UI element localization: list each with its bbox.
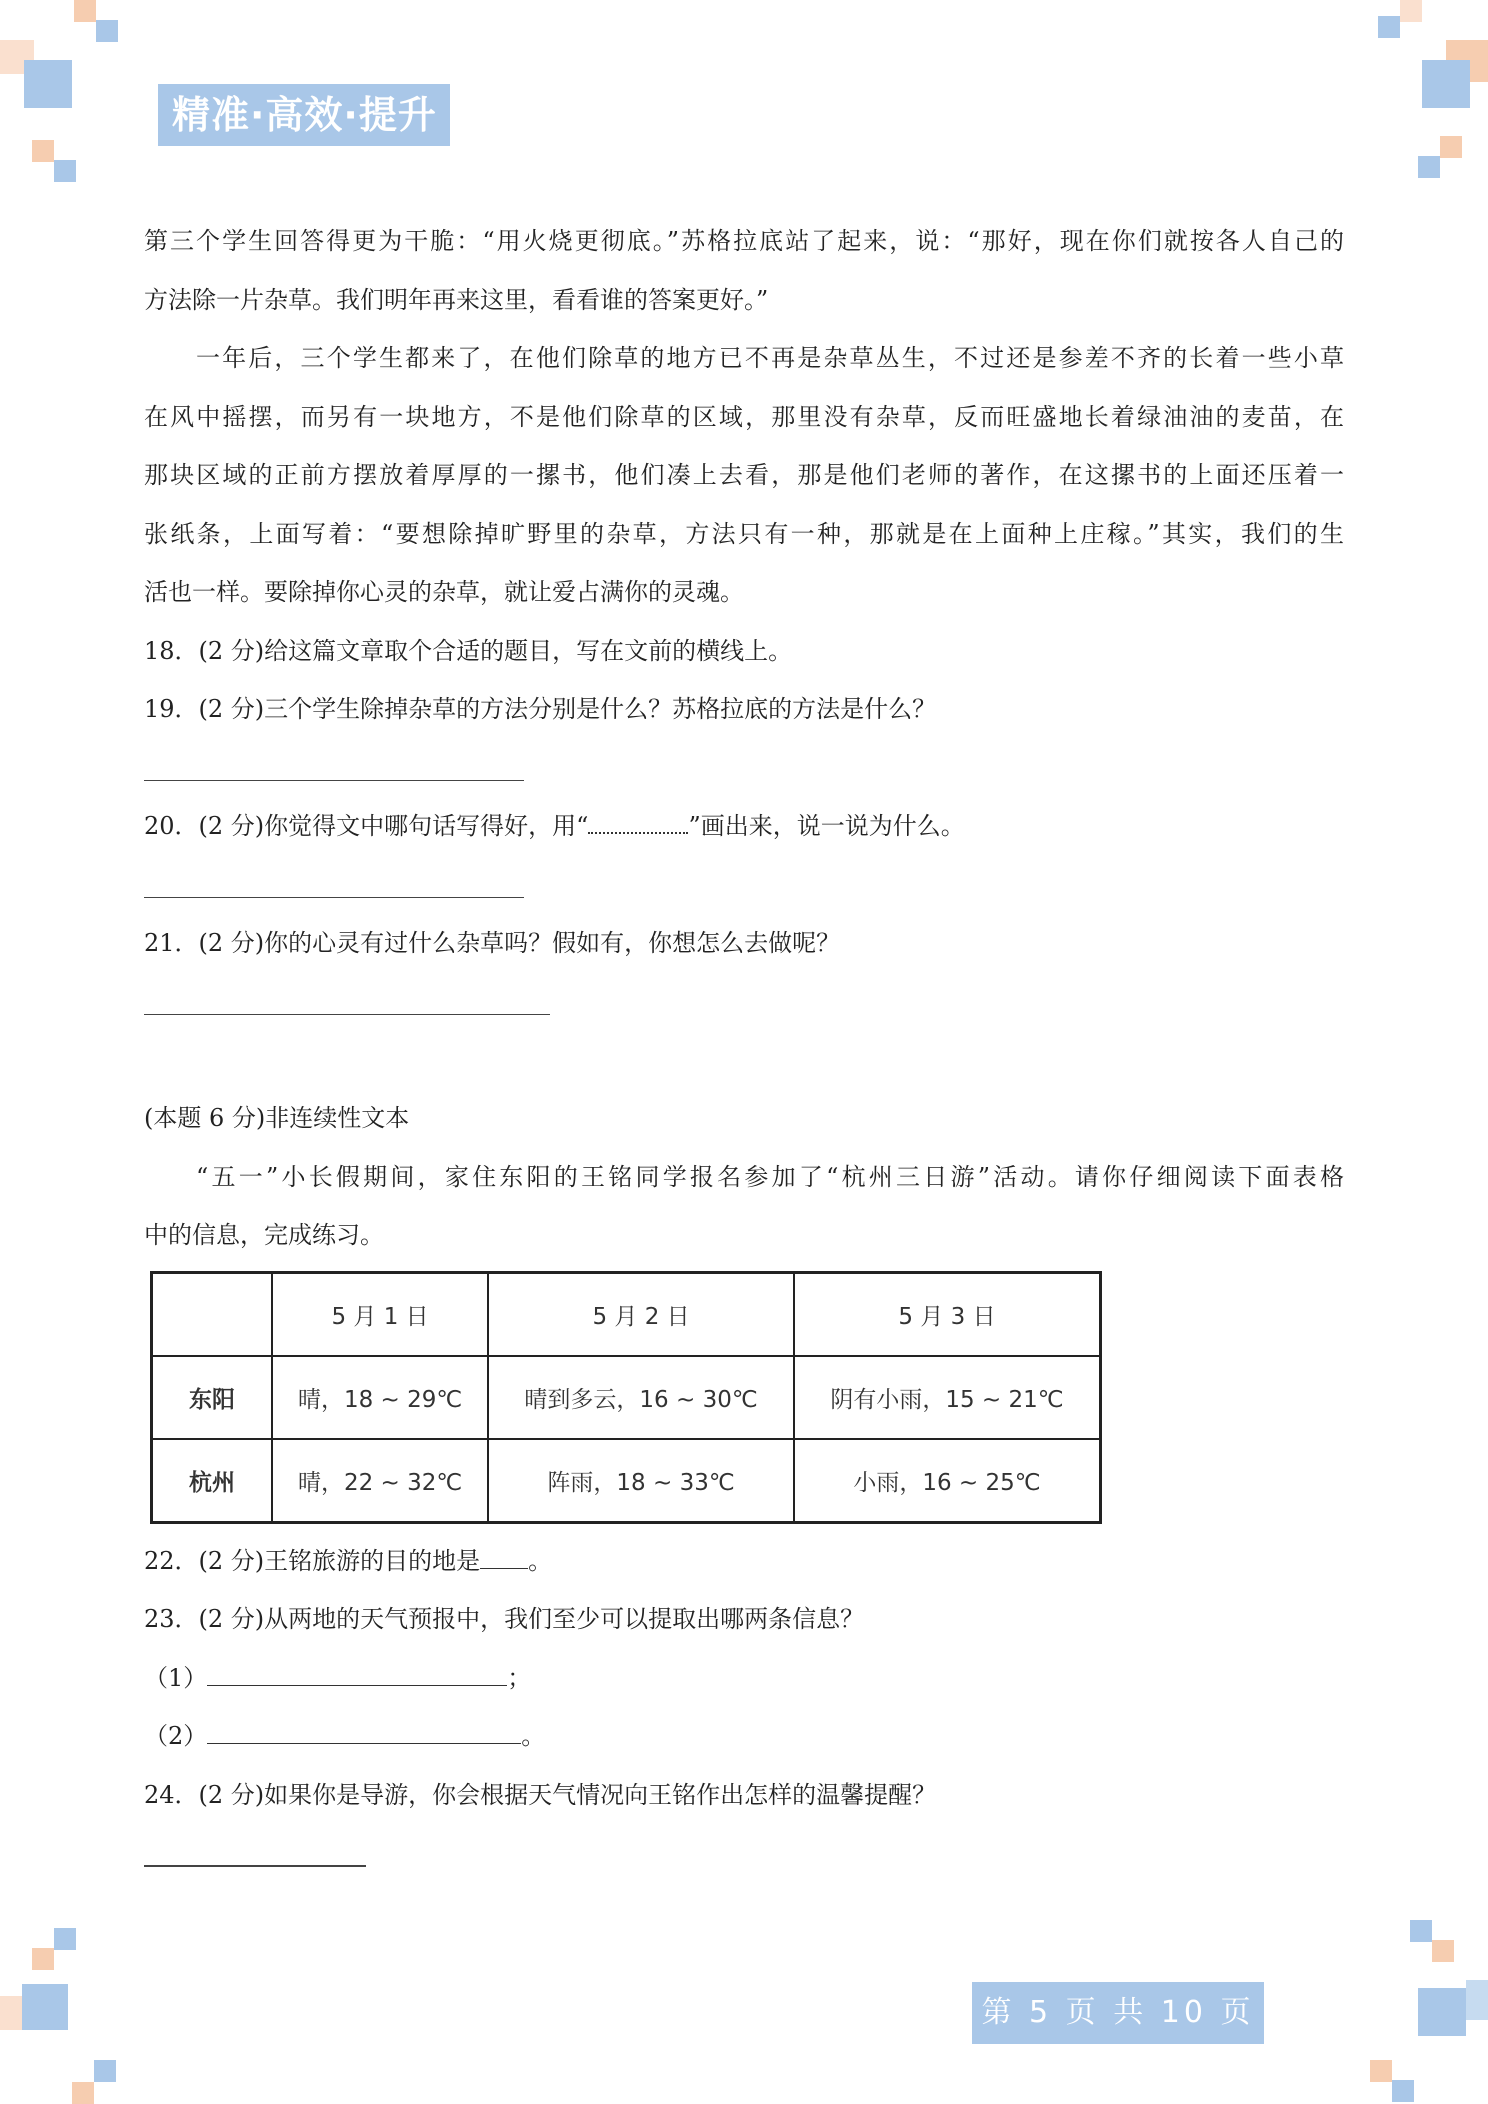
passage-line: 一年后，三个学生都来了，在他们除草的地方已不再是杂草丛生，不过还是参差不齐的长着一些小草 xyxy=(196,344,1344,372)
weather-table xyxy=(150,1271,1102,1524)
passage-line: 张纸条，上面写着：“要想除掉旷野里的杂草，方法只有一种，那就是在上面种上庄稼。”其实，我们的生 xyxy=(144,519,1344,548)
section-intro-line: “五一”小长假期间，家住东阳的王铭同学报名参加了“杭州三日游”活动。请你仔细阅读下面表格 xyxy=(196,1162,1344,1191)
passage-line: 方法除一片杂草。我们明年再来这里，看看谁的答案更好。” xyxy=(144,285,769,314)
passage-line: 在风中摇摆，而另有一块地方，不是他们除草的区域，那里没有杂草，反而旺盛地长着绿油油的麦苗，在 xyxy=(144,402,1344,431)
answer-23-1 xyxy=(144,1649,1344,1708)
question-21: 21．(2 分)你的心灵有过什么杂草吗？假如有，你想怎么去做呢？ xyxy=(144,929,841,957)
question-20-text: 20．(2 分)你觉得文中哪句话写得好，用“ xyxy=(144,812,589,840)
answer-area-21[interactable] xyxy=(144,973,1344,1032)
table-cell: 阴有小雨，15 ~ 21℃ xyxy=(794,1356,1101,1439)
section-title: (本题 6 分)非连续性文本 xyxy=(144,1104,410,1132)
answer-23-1-end: ； xyxy=(507,1663,532,1692)
header-badge: 精准·高效·提升 xyxy=(158,84,450,146)
table-header-cell xyxy=(152,1272,273,1356)
table-cell: 阵雨，18 ~ 33℃ xyxy=(488,1439,794,1523)
question-24: 24．(2 分)如果你是导游，你会根据天气情况向王铭作出怎样的温馨提醒？ xyxy=(144,1780,937,1809)
table-cell: 小雨，16 ~ 25℃ xyxy=(794,1439,1101,1523)
table-header-cell: 5 月 1 日 xyxy=(272,1272,488,1356)
passage-line: 第三个学生回答得更为干脆：“用火烧更彻底。”苏格拉底站了起来，说：“那好，现在你们就按各人自己的 xyxy=(144,227,1344,255)
table-header-row xyxy=(152,1272,1101,1356)
section-intro-line: 中的信息，完成练习。 xyxy=(144,1221,384,1249)
table-row xyxy=(152,1356,1101,1439)
table-cell: 晴，18 ~ 29℃ xyxy=(272,1356,488,1439)
answer-area-20[interactable] xyxy=(144,856,1344,915)
answer-area-19[interactable] xyxy=(144,739,1344,798)
passage xyxy=(144,212,1344,622)
question-19: 19．(2 分)三个学生除掉杂草的方法分别是什么？苏格拉底的方法是什么？ xyxy=(144,695,937,723)
question-22-text: 22．(2 分)王铭旅游的目的地是 xyxy=(144,1546,481,1575)
passage-line: 那块区域的正前方摆放着厚厚的一摞书，他们凑上去看，那是他们老师的著作，在这摞书的上面还压着一 xyxy=(144,461,1344,489)
table-cell: 晴，22 ~ 32℃ xyxy=(272,1439,488,1523)
answer-area-24[interactable] xyxy=(144,1824,1344,1883)
table-row xyxy=(152,1439,1101,1523)
answer-blank-23-2[interactable] xyxy=(207,1719,521,1744)
question-18: 18．(2 分)给这篇文章取个合适的题目，写在文前的横线上。 xyxy=(144,636,793,665)
answer-blank-22[interactable] xyxy=(480,1544,528,1569)
question-23: 23．(2 分)从两地的天气预报中，我们至少可以提取出哪两条信息？ xyxy=(144,1605,865,1633)
question-22 xyxy=(144,1532,1344,1591)
answer-23-2 xyxy=(144,1707,1344,1766)
answer-23-2-label: （2） xyxy=(144,1722,208,1750)
table-cell: 晴到多云，16 ~ 30℃ xyxy=(488,1356,794,1439)
question-22-end: 。 xyxy=(528,1546,553,1575)
table-city-cell: 东阳 xyxy=(152,1356,273,1439)
page-content xyxy=(144,212,1344,1883)
wavy-underline-sample xyxy=(588,810,688,834)
passage-line: 活也一样。要除掉你心灵的杂草，就让爱占满你的灵魂。 xyxy=(144,578,744,606)
question-20-text-end: ”画出来，说一说为什么。 xyxy=(688,812,965,840)
question-20 xyxy=(144,797,1344,856)
table-header-cell: 5 月 2 日 xyxy=(488,1272,794,1356)
page-number-badge: 第 5 页 共 10 页 xyxy=(972,1982,1264,2044)
answer-23-2-end: 。 xyxy=(521,1722,546,1750)
answer-blank-23-1[interactable] xyxy=(207,1661,507,1686)
answer-23-1-label: （1） xyxy=(144,1663,208,1692)
table-header-cell: 5 月 3 日 xyxy=(794,1272,1101,1356)
table-city-cell: 杭州 xyxy=(152,1439,273,1523)
